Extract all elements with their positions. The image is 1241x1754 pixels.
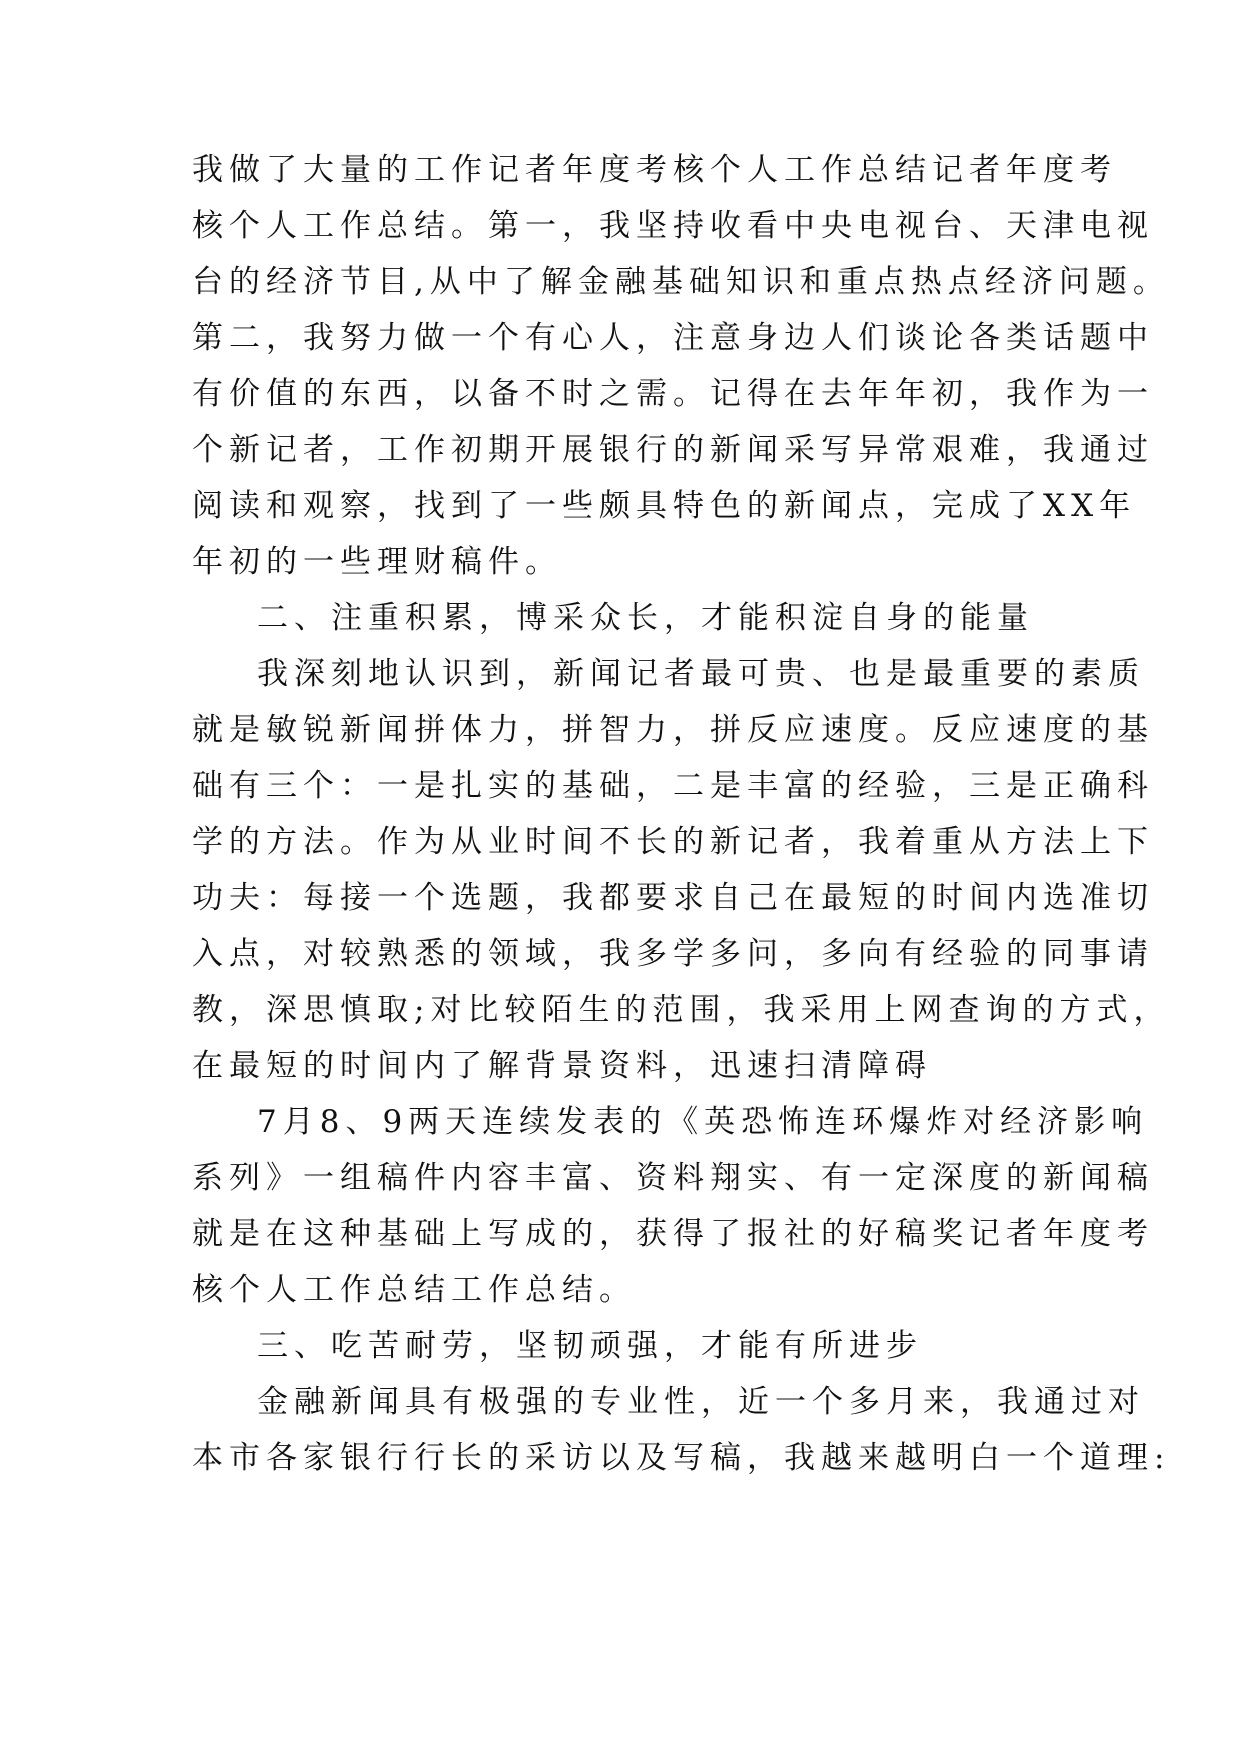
- text-line: 核个人工作总结。第一，我坚持收看中央电视台、天津电视: [192, 208, 1154, 244]
- text-line: 我做了大量的工作记者年度考核个人工作总结记者年度考: [192, 152, 1117, 188]
- text-line: 础有三个：一是扎实的基础，二是丰富的经验，三是正确科: [192, 768, 1154, 804]
- section-heading: 二、注重积累，博采众长，才能积淀自身的能量: [257, 600, 1034, 636]
- section-heading: 三、吃苦耐劳，坚韧顽强，才能有所进步: [257, 1328, 923, 1364]
- text-line: 金融新闻具有极强的专业性，近一个多月来，我通过对: [257, 1384, 1145, 1420]
- text-line: 教，深思慎取;对比较陌生的范围，我采用上网查询的方式，: [192, 992, 1171, 1028]
- text-line: 有价值的东西，以备不时之需。记得在去年年初，我作为一: [192, 376, 1154, 412]
- text-line: 核个人工作总结工作总结。: [192, 1272, 636, 1308]
- text-line: 入点，对较熟悉的领域，我多学多问，多向有经验的同事请: [192, 936, 1154, 972]
- text-line: 系列》一组稿件内容丰富、资料翔实、有一定深度的新闻稿: [192, 1160, 1154, 1196]
- text-line: 本市各家银行行长的采访以及写稿，我越来越明白一个道理:: [192, 1440, 1171, 1476]
- text-line: 第二，我努力做一个有心人，注意身边人们谈论各类话题中: [192, 320, 1154, 356]
- text-line: 个新记者，工作初期开展银行的新闻采写异常艰难，我通过: [192, 432, 1154, 468]
- text-line: 功夫：每接一个选题，我都要求自己在最短的时间内选准切: [192, 880, 1154, 916]
- text-line: 台的经济节目,从中了解金融基础知识和重点热点经济问题。: [192, 264, 1170, 300]
- text-line: 学的方法。作为从业时间不长的新记者，我着重从方法上下: [192, 824, 1154, 860]
- text-line: 阅读和观察，找到了一些颇具特色的新闻点，完成了XX年: [192, 488, 1137, 524]
- text-line: 7月8、9两天连续发表的《英恐怖连环爆炸对经济影响: [257, 1104, 1149, 1140]
- text-line: 在最短的时间内了解背景资料，迅速扫清障碍: [192, 1048, 932, 1084]
- text-line: 就是在这种基础上写成的，获得了报社的好稿奖记者年度考: [192, 1216, 1154, 1252]
- text-line: 我深刻地认识到，新闻记者最可贵、也是最重要的素质: [257, 656, 1145, 692]
- text-line: 年初的一些理财稿件。: [192, 544, 562, 580]
- text-line: 就是敏锐新闻拼体力，拼智力，拼反应速度。反应速度的基: [192, 712, 1154, 748]
